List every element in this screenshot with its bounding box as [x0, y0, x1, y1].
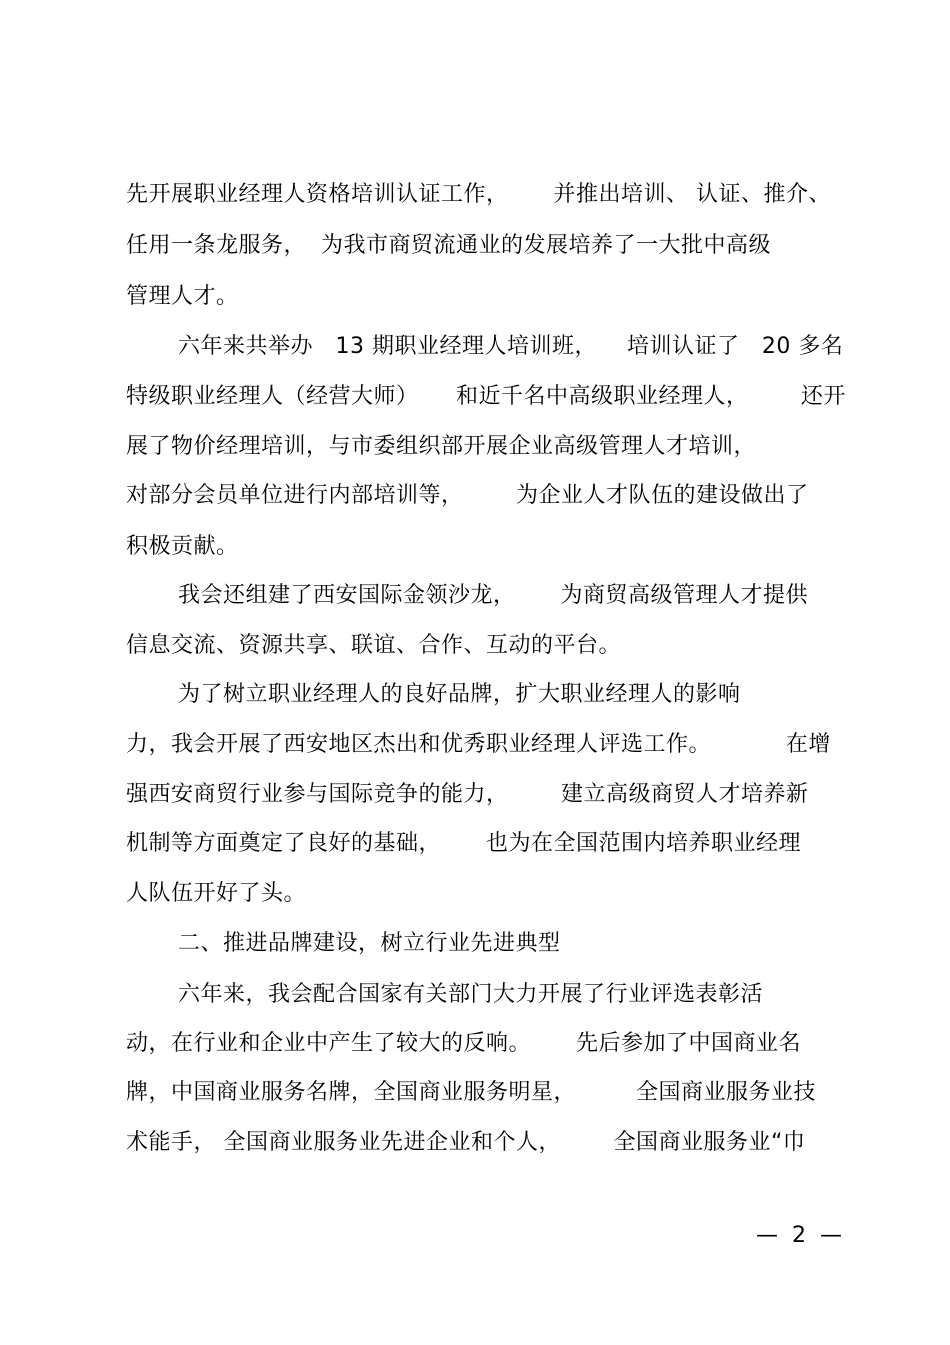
text-line: 人队伍开好了头。 [126, 881, 307, 906]
text-line: 信息交流、资源共享、联谊、合作、互动的平台。 [126, 633, 622, 658]
text-line: 积极贡献。 [126, 534, 239, 559]
text-line: 任用一条龙服务， 为我市商贸流通业的发展培养了一大批中高级 [126, 233, 771, 258]
text-line: 我会还组建了西安国际金领沙龙， 为商贸高级管理人才提供 [178, 583, 808, 608]
text-line: 强西安商贸行业参与国际竞争的能力， 建立高级商贸人才培养新 [126, 782, 809, 807]
section-heading: 二、推进品牌建设，树立行业先进典型 [178, 931, 561, 956]
text-line: 机制等方面奠定了良好的基础， 也为在全国范围内培养职业经理 [126, 831, 801, 856]
text-line: 特级职业经理人（经营大师） 和近千名中高级职业经理人， 还开 [126, 384, 846, 409]
text-line: 六年来，我会配合国家有关部门大力开展了行业评选表彰活 [178, 982, 764, 1007]
text-line: 术能手， 全国商业服务业先进企业和个人， 全国商业服务业“巾 [126, 1130, 806, 1155]
text-line: 展了物价经理培训，与市委组织部开展企业高级管理人才培训， [126, 434, 757, 459]
text-line: 动，在行业和企业中产生了较大的反响。 先后参加了中国商业名 [126, 1031, 801, 1056]
text-line: 先开展职业经理人资格培训认证工作， 并推出培训、 认证、推介、 [126, 182, 831, 207]
text-line: 管理人才。 [126, 284, 239, 309]
text-line: 牌，中国商业服务名牌，全国商业服务明星， 全国商业服务业技 [126, 1080, 816, 1105]
text-line: 力，我会开展了西安地区杰出和优秀职业经理人评选工作。 在增 [126, 732, 831, 757]
page-number: — 2 — [756, 1223, 842, 1248]
text-line: 对部分会员单位进行内部培训等， 为企业人才队伍的建设做出了 [126, 483, 809, 508]
text-line: 为了树立职业经理人的良好品牌，扩大职业经理人的影响 [178, 682, 741, 707]
text-line: 六年来共举办 13 期职业经理人培训班， 培训认证了 20 多名 [178, 334, 844, 359]
